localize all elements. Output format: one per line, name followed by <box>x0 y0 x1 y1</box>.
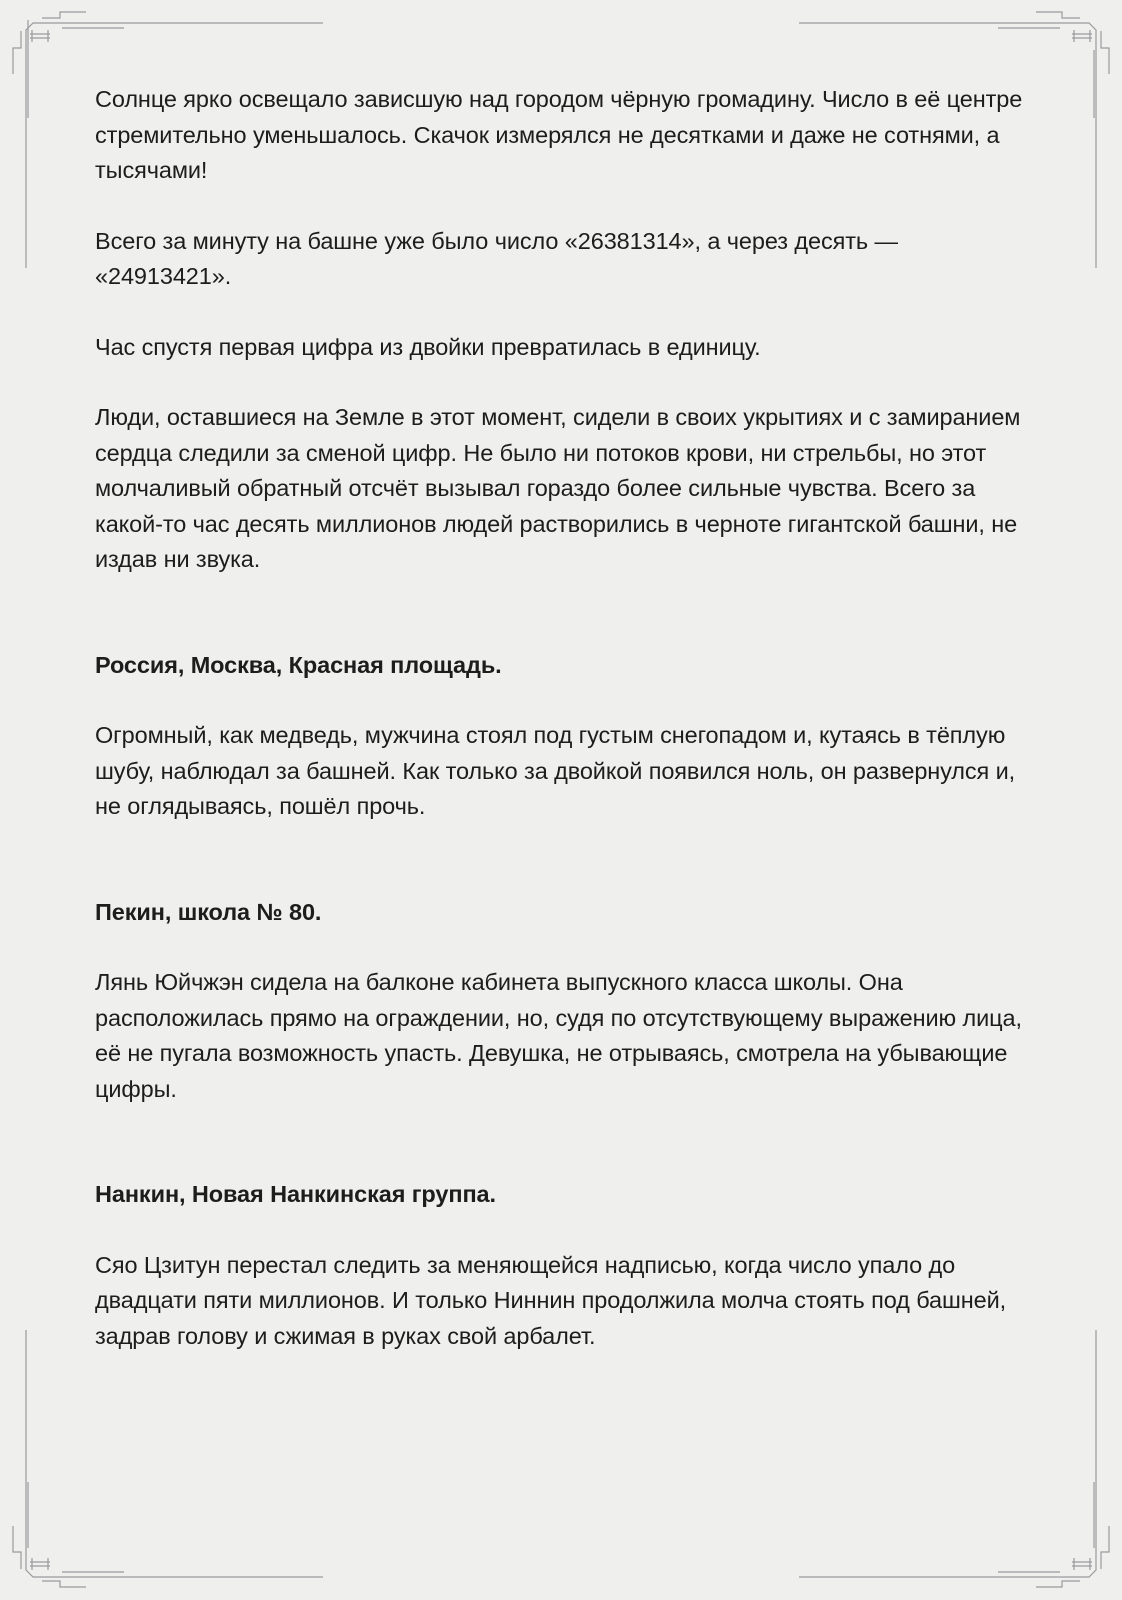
paragraph: Сяо Цзитун перестал следить за меняющейся надписью, когда число упало до двадцати пяти миллионов. И только Ниннин продолжила молча стоять под башней, задрав голову и сжимая в руках свой арбалет. <box>95 1251 1007 1349</box>
frame-corner-bottom-left <box>13 1330 323 1587</box>
paragraph: Всего за минуту на башне уже было число «26381314», а через десять — «24913421». <box>95 227 898 289</box>
paragraph: Люди, оставшиеся на Земле в этот момент, сидели в своих укрытиях и с замиранием сердца следили за сменой цифр. Не было ни потоков крови, ни стрельбы, но этот молчаливый обратный отсчёт вызывал гораздо более сильные чувства. Всего за какой-то час десять миллионов людей растворились в черноте гигантской башни, не издав ни звука. <box>95 404 1021 572</box>
paragraph: Солнце ярко освещало зависшую над городом чёрную громадину. Число в её центре стремительно уменьшалось. Скачок измерялся не десятками и даже не сотнями, а тысячами! <box>95 86 1023 183</box>
section-heading-beijing: Пекин, школа № 80. <box>95 898 322 925</box>
paragraph: Лянь Юйчжэн сидела на балконе кабинета выпускного класса школы. Она расположилась прямо на ограждении, но, судя по отсутствующему выражению лица, её не пугала возможность упасть. Девушка, не отрываясь, смотрела на убывающие цифры. <box>95 969 1022 1102</box>
document-page <box>95 82 1025 1354</box>
paragraph: Огромный, как медведь, мужчина стоял под густым снегопадом и, кутаясь в тёплую шубу, наблюдал за башней. Как только за двойкой появился ноль, он развернулся и, не оглядываясь, пошёл прочь. <box>95 722 1016 819</box>
section-heading-nanjing: Нанкин, Новая Нанкинская группа. <box>95 1181 496 1207</box>
frame-corner-bottom-right <box>799 1330 1109 1587</box>
paragraph: Час спустя первая цифра из двойки превратилась в единицу. <box>95 333 761 360</box>
section-heading-moscow: Россия, Москва, Красная площадь. <box>95 651 502 678</box>
